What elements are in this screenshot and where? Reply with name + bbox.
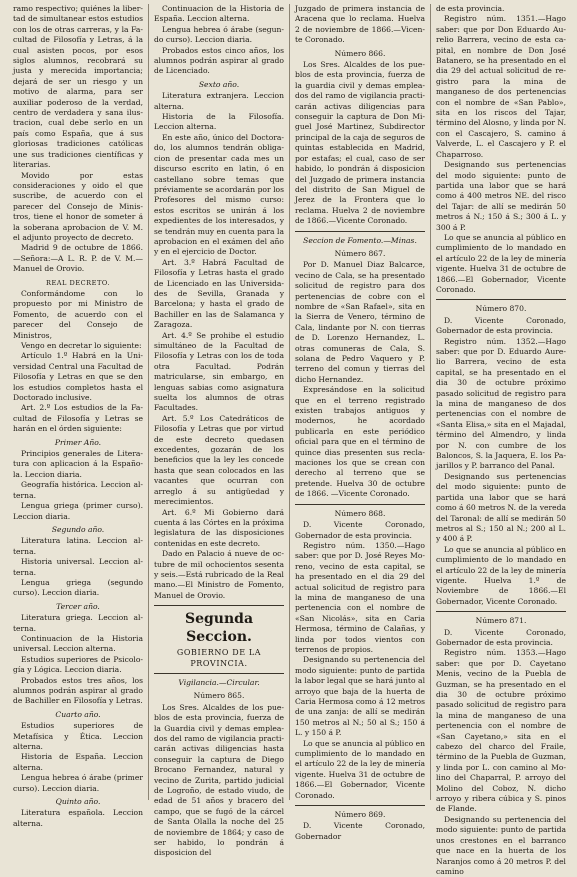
text-paragraph: ramo respectivo; quiénes la libertad de simultanear estos estudios con los de otras carreras, y la Facultad de Filosofía y Letras, á la cual asisten pocos, por esos siglos alumnos, recobrará su justa y merecida importancia; dejará de ser un riesgo y un motivo de alarma, para ser auxiliar poderoso de la verdad, centro de verdadera y sana ilustracion, cual debe serlo en un país como España, que á sus gloriosas tradiciones católicas une sus tradiciones científicas y literarias. xyxy=(13,4,143,170)
text-paragraph: Madrid 9 de octubre de 1866.—Señora:—A L. R. P. de V. M.—Manuel de Orovio. xyxy=(13,243,143,274)
text-paragraph: Los Sres. Alcaldes de los pueblos de esta provincia, fuerza de la Guardia civil y demas empleados del ramo de vigilancia practicarán activas diligencias hasta conseguir la captura de Diego Brocano Fernandez, natural y vecino de Zurita, partido judicial de Logroño, de estado viudo, de edad de 51 años y bracero del campo, que se fugó de la cárcel de Santa Olalla la noche del 25 de noviembre de 1864; y caso de ser habido, lo pondrán á disposicion del xyxy=(154,702,284,858)
text-paragraph: Registro núm. 1351.—Hago saber: que por Don Eduardo Aurelio Barrera, vecino de esta capital, en nombre de Don José Batanero, se ha presentado en el dia 29 del actual solicitud de registro para la mina de manganeso de dos pertenencias con el nombre de «San Pablo», sita en los riscos del Tajar, término del Alosno, y linda por N. con el Cascajero, S. camino á Valverde, L. el Cascajero y P. el Chaparroso. xyxy=(436,14,566,159)
text-paragraph: Geografía histórica. Leccion alterna. xyxy=(13,480,143,500)
text-paragraph: Historia de la Filosofía. Leccion alterna. xyxy=(154,112,284,132)
section-heading: Número 871. xyxy=(475,616,527,626)
section-heading: Número 865. xyxy=(193,691,245,701)
text-paragraph: Dado en Palacio á nueve de octubre de mil ochocientos sesenta y seis.—Está rubricado de la Real mano.—El Ministro de Fomento, Manuel de Orovio. xyxy=(154,549,284,600)
section-subtitle: GOBIERNO DE LA PROVINCIA. xyxy=(176,648,262,668)
text-paragraph: Literatura española. Leccion alterna. xyxy=(13,808,143,828)
text-paragraph: Designando su pertenencia del modo siguiente: punto de partida unos crestones en el barranco que nace en la huerta de los Naranjos como á 20 metros P. del camino xyxy=(436,814,566,876)
section-divider xyxy=(436,299,566,300)
text-paragraph: Lo que se anuncia al público en cumplimiento de lo mandado en el artículo 22 de la ley de minería vigente. Huelva 31 de octubre de 1866.—El Gobernador, Vicente Coronado. xyxy=(436,232,566,294)
section-divider xyxy=(436,611,566,612)
text-paragraph: Lengua hebrea ó árabe (segundo curso). Leccion diaria. xyxy=(154,24,284,45)
section-title: Segunda Seccion. xyxy=(184,611,254,646)
section-divider xyxy=(154,673,284,674)
text-paragraph: Expresándose en la solicitud que en el terreno registrado existen trabajos antiguos y modernos, he acordado publicarla en este periódico oficial para que en el término de quince dias presenten sus reclamaciones los que se crean con derecho al terreno que se pretende. Huelva 30 de octubre de 1866. —Vicente Coronado. xyxy=(295,385,425,499)
text-paragraph: Continuacion de la Historia universal. Leccion alterna. xyxy=(13,633,143,654)
section-divider xyxy=(154,605,284,606)
text-paragraph: Literatura latina. Leccion alterna. xyxy=(13,536,143,556)
section-heading: Sexto año. xyxy=(198,79,240,89)
text-paragraph: Historia universal. Leccion alterna. xyxy=(13,557,143,577)
text-paragraph: Art. 6.º Mi Gobierno dará cuenta á las Córtes en la próxima legislatura de las disposiciones contenidas en este decreto. xyxy=(154,507,284,548)
text-paragraph: D. Vicente Coronado, Gobernador de esta provincia. xyxy=(295,520,425,540)
text-paragraph: Art. 2.º Los estudios de la Facultad de Filosofía y Letras se harán en el órden siguiente: xyxy=(13,403,143,434)
text-paragraph: Lo que se anuncia al público en cumplimiento de lo mandado en el artículo 22 de la ley de minería vigente. Huelva 1.º de Noviembre de 1866.—El Gobernador, Vicente Coronado. xyxy=(436,544,566,606)
text-paragraph: Art. 4.º Se prohibe el estudio simultáneo de la Facultad de Filosofía y Letras con los de toda otra Facultad. Podrán matricularse, sin embargo, en lenguas sabias como asignatura suelta los alumnos de otras Facultades. xyxy=(154,330,284,413)
text-paragraph: Principios generales de Literatura con aplicacion á la Española. Leccion diaria. xyxy=(13,449,143,479)
section-divider xyxy=(295,805,425,806)
column-2 xyxy=(149,4,290,858)
section-heading: Número 870. xyxy=(475,304,527,314)
text-paragraph: Lengua griega (segundo curso). Leccion diaria. xyxy=(13,577,143,598)
text-paragraph: Lengua hebrea ó árabe (primer curso). Leccion diaria. xyxy=(13,773,143,793)
text-paragraph: Art. 5.º Los Catedráticos de Filosofía y Letras que por virtud de este decreto quedasen excedentes, gozarán de los beneficios que la ley les concede hasta que sean colocados en las vacantes que ocurran con arreglo á su antigüedad y merecimientos. xyxy=(154,413,284,507)
text-paragraph: Historia de España. Leccion alterna. xyxy=(13,752,143,772)
text-paragraph: Estudios superiores de Psicología y Lógica. Leccion diaria. xyxy=(13,654,143,675)
section-heading: Vigilancia.—Circular. xyxy=(178,677,260,687)
text-paragraph: Estudios superiores de Metafísica y Ética. Leccion alterna. xyxy=(13,721,143,752)
text-paragraph: Lo que se anuncia al público en cumplimiento de lo mandado en el artículo 22 de la ley de minería vigente. Huelva 31 de octubre de 1866.—El Gobernador, Vicente Coronado. xyxy=(295,738,425,800)
text-paragraph: Art. 3.º Habrá Facultad de Filosofía y Letras hasta el grado de Licenciado en las Universidades de Sevilla, Granada y Barcelona; y hasta el grado de Bachiller en las de Salamanca y Zaragoza. xyxy=(154,257,284,330)
text-paragraph: Registro núm. 1353.—Hago saber: que por D. Cayetano Menis, vecino de la Puebla de Guzman, se ha presentado en el dia 30 de octubre próximo pasado solicitud de registro para la mina de manganeso de una pertenencia con el nombre de «San Cayetano,» sita en el cabezo del charco del Fraile, término de la Puebla de Guzman, y linda por L. con camino al Molino del Chaparral, P. arroyo del Molino del Coboz, N. dicho arroyo y ribera cúbica y S. pinos de Flande. xyxy=(436,648,566,814)
text-paragraph: Continuacion de la Historia de España. Leccion alterna. xyxy=(154,4,284,24)
section-heading: Quinto año. xyxy=(55,797,101,807)
column-4 xyxy=(431,4,571,876)
text-paragraph: D. Vicente Coronado, Gobernador xyxy=(295,821,425,841)
column-1 xyxy=(8,4,149,828)
section-heading: REAL DECRETO. xyxy=(46,278,110,287)
text-paragraph: Probados estos cinco años, los alumnos podrán aspirar al grado de Licenciado. xyxy=(154,45,284,76)
text-paragraph: Lengua griega (primer curso). Leccion diaria. xyxy=(13,501,143,521)
section-heading: Segundo año. xyxy=(51,524,105,534)
text-paragraph: En este año, único del Doctorado, los alumnos tendrán obligacion de presentar cada mes un discurso escrito en latin, ó en castellano sobre temas que préviamente se acordarán por los Profesores del mismo curso: estos escritos se unirán á los expedientes de los interesados, y se tendrán muy en cuenta para la aprobacion en el exámen del año y en el ejercicio de Doctor. xyxy=(154,132,284,257)
text-paragraph: Conformándome con lo propuesto por mi Ministro de Fomento, de acuerdo con el parecer del Consejo de Ministros, xyxy=(13,288,143,340)
text-paragraph: Juzgado de primera instancia de Aracena que lo reclama. Huelva 2 de noviembre de 1866.—Vicente Coronado. xyxy=(295,4,425,45)
section-heading: Número 868. xyxy=(334,508,386,518)
section-divider xyxy=(295,504,425,505)
text-paragraph: Designando sus pertenencias del modo siguiente: punto de partida una labor que se hará como á 400 metros NE. del risco del Tajar: de allí se medirán 50 metros á N.; 150 á S.; 300 á L. y 300 á P. xyxy=(436,160,566,232)
text-paragraph: D. Vicente Coronado, Gobernador de esta provincia. xyxy=(436,315,566,336)
text-paragraph: Literatura griega. Leccion alterna. xyxy=(13,613,143,633)
section-heading: Número 866. xyxy=(334,48,386,58)
column-3 xyxy=(290,4,431,841)
text-paragraph: Designando su pertenencia del modo siguiente: punto de partida la labor legal que se hará junto al arroyo que baja de la huerta de Caria Hermosa como á 12 metros de una zanja: de allí se medirán 150 metros al N.; 50 al S.; 150 á L. y 150 á P. xyxy=(295,655,425,738)
text-paragraph: Registro núm. 1350.—Hago saber: que por D. José Reyes Moreno, vecino de esta capital, se ha presentado en el dia 29 del actual solicitud de registro para la mina de manganeso de una pertenencia con el nombre de «San Nicolás», sita en Caria Hermosa, término de Calañas, y linda por todos vientos con terrenos de propios. xyxy=(295,540,425,654)
section-heading: Número 869. xyxy=(334,810,386,820)
text-paragraph: de esta provincia. xyxy=(436,4,505,13)
text-paragraph: Artículo 1.º Habrá en la Universidad Central una Facultad de Filosofía y Letras en que se den los estudios completos hasta el Doctorado inclusive. xyxy=(13,351,143,403)
text-paragraph: Literatura extranjera. Leccion alterna. xyxy=(154,91,284,111)
text-paragraph: Probados estos tres años, los alumnos podrán aspirar al grado de Bachiller en Filosofía y Letras. xyxy=(13,675,143,706)
section-heading: Tercer año. xyxy=(56,601,100,611)
text-paragraph: Los Sres. Alcaldes de los pueblos de esta provincia, fuerza de la guardia civil y demas empleados del ramo de vigilancia practicarán activas diligencias para conseguir la captura de Don Miguel José Martinez, Subdirector principal de la caja de seguros de quintas establecida en Madrid, por estafas; el cual, caso de ser habido, lo pondrán á disposicion del Juzgado de primera instancia del distrito de San Miguel de Jerez de la Frontera que lo reclama. Huelva 2 de noviembre de 1866.—Vicente Coronado. xyxy=(295,60,425,226)
text-paragraph: Designando sus pertenencias del modo siguiente: punto de partida una labor que se hará como á 60 metros N. de la vereda del Taronal: de allí se medirán 50 metros al S.; 150 al N.; 200 al L. y 400 á P. xyxy=(436,471,566,544)
section-heading: Número 867. xyxy=(334,248,386,258)
text-paragraph: Registro núm. 1352.—Hago saber: que por D. Eduardo Aurelio Barrera, vecino de esta capital, se ha presentado en el dia 30 de octubre próximo pasado solicitud de registro para la mina de manganeso de dos pertenencias con el nombre de «Santa Elisa,» sita en el Majadal, término del Almendro, y linda por N. con cumbre de los Baloncos, S. la Jaquera, E. los Pajarillos y P. barranco del Panal. xyxy=(436,336,566,471)
text-paragraph: Por D. Manuel Diaz Balcarce, vecino de Cala, se ha presentado solicitud de registro para dos pertenencias de cobre con el nombre de «San Rafael», sita en la Sierra de Venero, término de Cala, lindante por N. con tierras de D. Lorenzo Hernandez, L. otras comuneras de Cala, S. solana de Pedro Vaquero y P. terreno del comun y tierras del dicho Hernandez. xyxy=(295,260,425,384)
text-paragraph: Movido por estas consideraciones y oido el que suscribe, de acuerdo con el parecer del Consejo de Ministros, tiene el honor de someter á la soberana aprobacion de V. M. el adjunto proyecto de decreto. xyxy=(13,170,143,242)
section-divider xyxy=(295,231,425,232)
text-paragraph: D. Vicente Coronado, Gobernador de esta provincia. xyxy=(436,627,566,647)
text-paragraph: Vengo en decretar lo siguiente: xyxy=(21,341,142,350)
section-heading: Primer Año. xyxy=(54,437,102,447)
section-heading: Cuarto año. xyxy=(55,709,101,719)
section-heading: Seccion de Fomento.—Minas. xyxy=(303,235,417,245)
